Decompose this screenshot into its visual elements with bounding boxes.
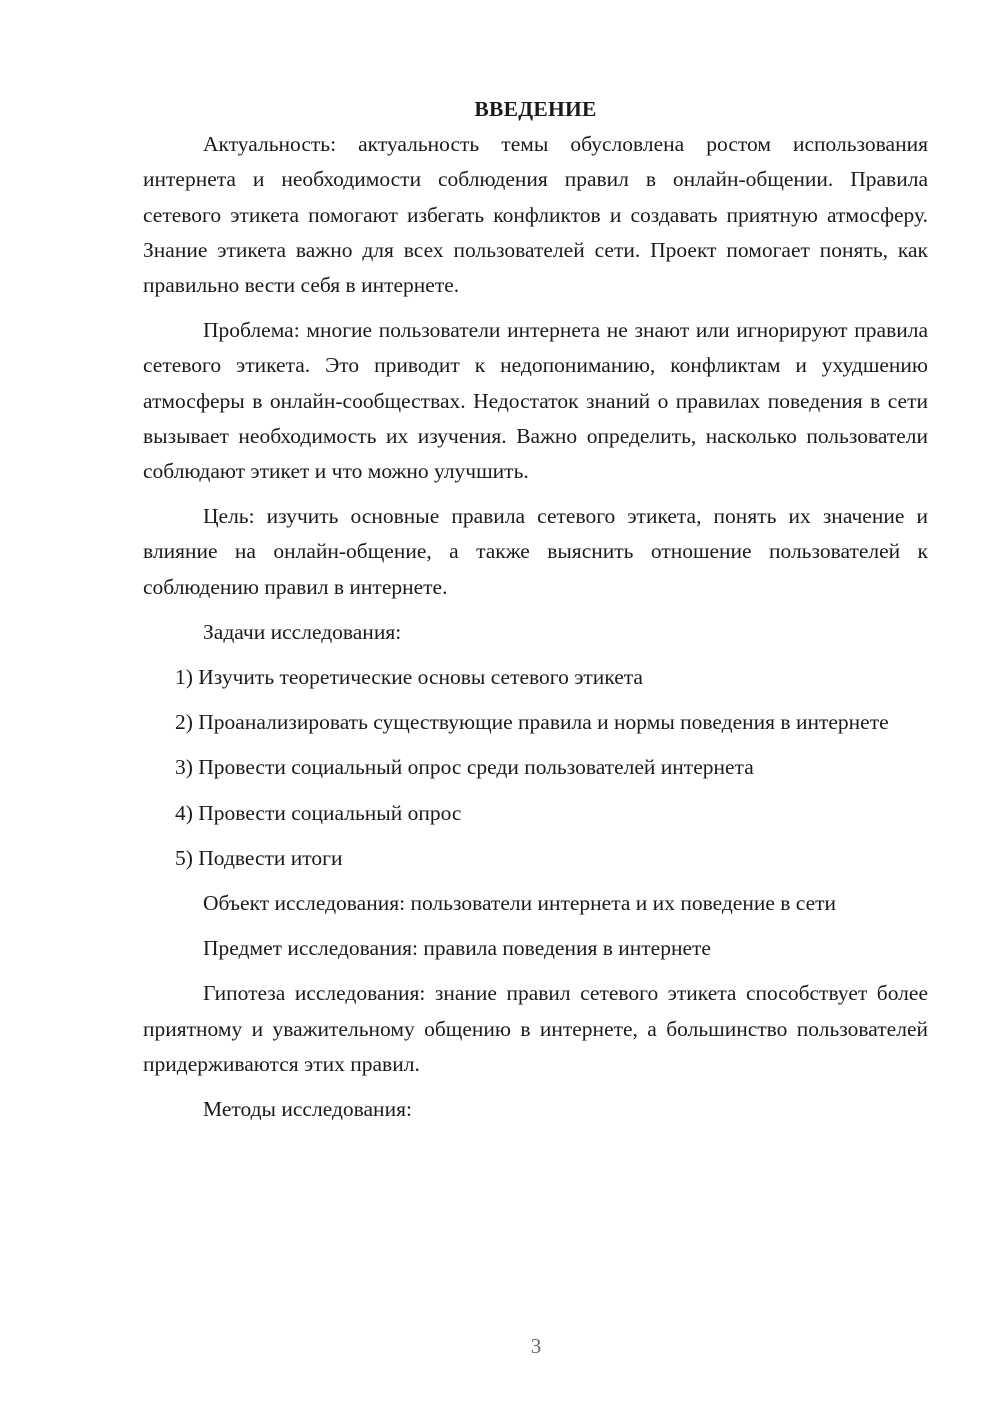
document-page: [143, 92, 928, 1137]
paragraph-methods: Методы исследования:: [203, 1097, 412, 1122]
list-item-task-5: 5) Подвести итоги: [175, 845, 343, 870]
document-title: ВВЕДЕНИЕ: [474, 97, 597, 121]
list-item-task-4: 4) Провести социальный опрос: [175, 800, 462, 825]
paragraph-problem: Проблема: многие пользователи интернета не знают или игнорируют правила сетевого этикета. Это приводит к недопониманию, конфликтам и ухудшению атмосферы в онлайн-сообществах. Недостаток знаний о правилах поведения в сети вызывает необходимость их изучения. Важно определить, насколько пользователи соблюдают этикет и что можно улучшить.: [143, 318, 928, 484]
paragraph-subject: Предмет исследования: правила поведения в интернете: [203, 936, 711, 961]
paragraph-goal: Цель: изучить основные правила сетевого этикета, понять их значение и влияние на онлайн-общение, а также выяснить отношение пользователей к соблюдению правил в интернете.: [143, 504, 928, 599]
list-item-task-3: 3) Провести социальный опрос среди пользователей интернета: [175, 755, 754, 780]
paragraph-hypothesis: Гипотеза исследования: знание правил сетевого этикета способствует более приятному и уважительному общению в интернете, а большинство пользователей придерживаются этих правил.: [143, 981, 928, 1076]
list-item-task-1: 1) Изучить теоретические основы сетевого этикета: [175, 665, 643, 690]
paragraph-relevance: Актуальность: актуальность темы обусловлена ростом использования интернета и необходимости соблюдения правил в онлайн-общении. Правила сетевого этикета помогают избегать конфликтов и создавать приятную атмосферу. Знание этикета важно для всех пользователей сети. Проект помогает понять, как правильно вести себя в интернете.: [143, 132, 928, 298]
paragraph-tasks-heading: Задачи исследования:: [203, 619, 402, 644]
page-number: 3: [530, 1334, 542, 1358]
list-item-task-2: 2) Проанализировать существующие правила и нормы поведения в интернете: [175, 710, 889, 735]
paragraph-object: Объект исследования: пользователи интернета и их поведение в сети: [203, 891, 837, 916]
